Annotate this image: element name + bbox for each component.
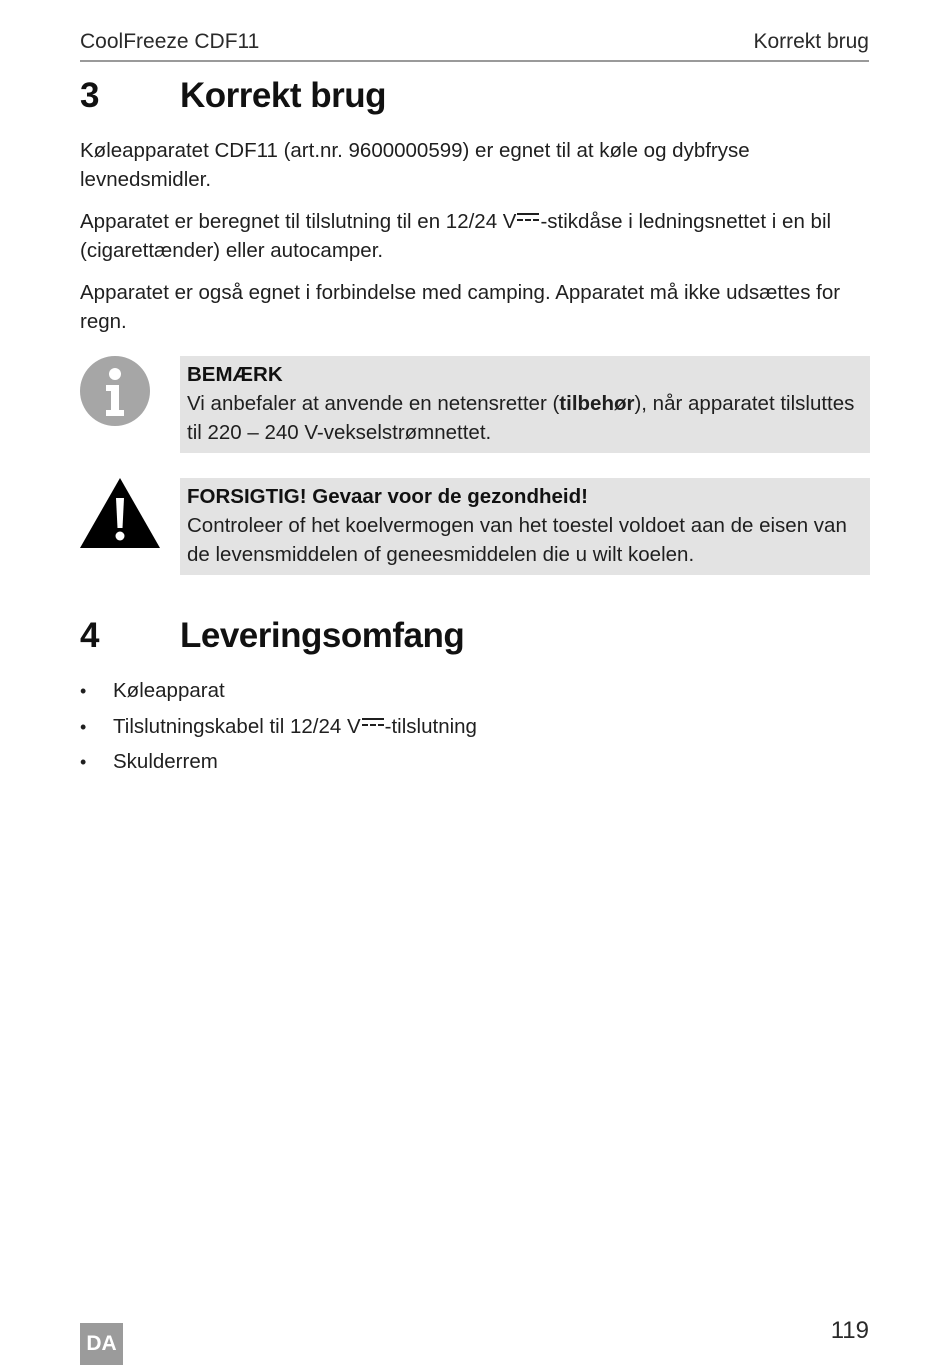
list-item-text: Køleapparat	[113, 679, 225, 702]
note-text-end: ), når apparatet tilsluttes til 220 – 240 V-vekselstrømnettet.	[187, 392, 855, 444]
bullet-icon: •	[80, 681, 87, 701]
list-item	[80, 676, 477, 712]
list-item	[80, 747, 477, 783]
section-3-number: 3	[80, 76, 99, 115]
language-badge: DA	[80, 1323, 123, 1365]
header-chapter: Korrekt brug	[753, 30, 869, 53]
paragraph-3: Apparatet er også egnet i forbindelse med camping. Apparatet må ikke udsættes for regn.	[80, 281, 841, 333]
section-4-heading	[80, 616, 464, 656]
paragraph-2	[80, 207, 870, 265]
list-item-text-start: Tilslutningskabel til 12/24 V	[113, 714, 361, 738]
section-4-title: Leveringsomfang	[180, 616, 465, 655]
paragraph-1: Køleapparatet CDF11 (art.nr. 9600000599) er egnet til at køle og dybfryse levnedsmidler.	[80, 139, 750, 191]
note-title: BEMÆRK	[187, 363, 283, 386]
info-icon	[79, 355, 151, 427]
dc-symbol-icon	[362, 718, 384, 730]
list-item-text	[113, 712, 477, 748]
page-header	[80, 30, 869, 62]
note-text-bold: tilbehør	[559, 392, 635, 415]
warning-title: FORSIGTIG! Gevaar voor de gezondheid!	[187, 485, 588, 508]
delivery-list	[80, 676, 477, 783]
header-product: CoolFreeze CDF11	[80, 30, 260, 53]
warning-triangle-icon	[79, 476, 161, 550]
list-item	[80, 712, 477, 748]
paragraph-2-end: -stikdåse i ledningsnettet i en bil (cigarettænder) eller autocamper.	[80, 210, 832, 262]
warning-text: Controleer of het koelvermogen van het toestel voldoet aan de eisen van de levensmiddelen of geneesmiddelen die u wilt koelen.	[187, 514, 847, 566]
section-3-title: Korrekt brug	[180, 76, 386, 115]
paragraph-2-start: Apparatet er beregnet til tilslutning til en 12/24 V	[80, 210, 517, 233]
bullet-icon: •	[80, 752, 87, 772]
note-box	[180, 356, 870, 453]
page-number: 119	[830, 1317, 869, 1344]
warning-box	[180, 478, 870, 575]
list-item-text: Skulderrem	[113, 750, 218, 773]
list-item-text-end: -tilslutning	[384, 714, 477, 738]
section-3-heading	[80, 76, 386, 116]
dc-symbol-icon	[517, 213, 539, 225]
note-text	[187, 389, 862, 447]
bullet-icon: •	[80, 716, 87, 737]
note-text-start: Vi anbefaler at anvende en netensretter (	[187, 392, 560, 415]
section-4-number: 4	[80, 616, 99, 655]
